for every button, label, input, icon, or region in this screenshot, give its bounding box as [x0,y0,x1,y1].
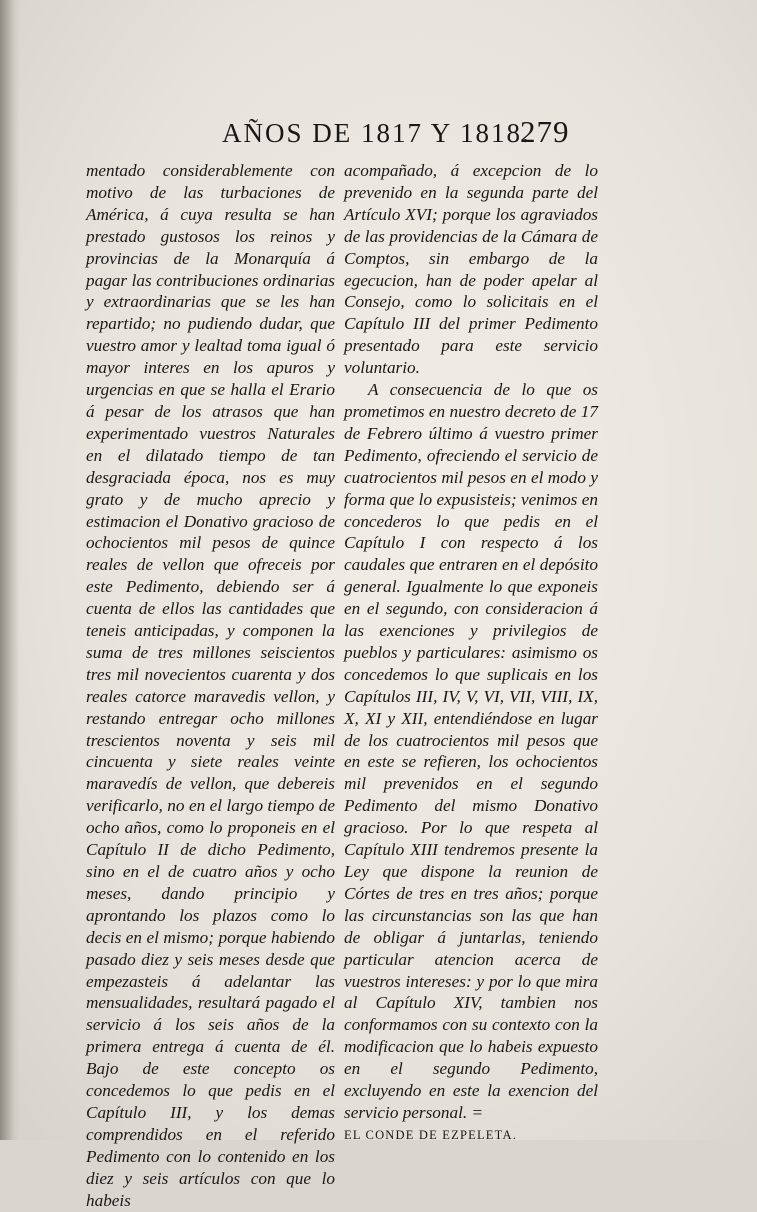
page-gutter-shadow [0,0,20,1140]
right-text-column [344,160,598,1147]
right-column-paragraph-1: acompañado, á excepcion de lo prevenido en la segunda parte del Artículo XVI; porque los agraviados de las providencias de la Cámara de Comptos, sin embargo de la egecucion, han de poder apelar al Consejo, como lo solicitais en el Capítulo III del primer Pedimento presentado para este servicio voluntario. [344,161,598,378]
running-head: AÑOS DE 1817 Y 1818. [222,118,531,148]
left-text-column [86,160,335,1212]
right-column-paragraph-2: A consecuencia de lo que os prometimos en nuestro decreto de 17 de Febrero último á vuestro primer Pedimento, ofreciendo el servicio de cuatrocientos mil pesos en el modo y forma que lo expusisteis; venimos en concederos lo que pedis en el Capítulo I con respecto á los caudales que entraren en el depósito general. Igualmente lo que exponeis en el segundo, con consideracion á las exenciones y privilegios de pueblos y particulares: asimismo os concedemos lo que suplicais en los Capítulos III, IV, V, VI, VII, VIII, IX, X, XI y XII, entendiéndose en lugar de los cuatrocientos mil pesos que en este se refieren, los ochocientos mil prevenidos en el segundo Pedimento del mismo Donativo gracioso. Por lo que respeta al Capítulo XIII tendremos presente la Ley que dispone la reunion de Córtes de tres en tres años; porque las circunstancias son las que han de obligar á juntarlas, teniendo particular atencion acerca de vuestros intereses: y por lo que mira al Capítulo XIV, tambien nos conformamos con su contexto con la modificacion que lo habeis expuesto en el segundo Pedimento, excluyendo en este la exencion del servicio personal. = [344,380,598,1122]
signature: EL CONDE DE EZPELETA. [344,1127,518,1142]
left-column-paragraph: mentado considerablemente con motivo de las turbaciones de América, á cuya resulta se han prestado gustosos los reinos y provincias de la Monarquía á pagar las contribuciones ordinarias y extraordinarias que se les han repartido; no pudiendo dudar, que vuestro amor y lealtad toma igual ó mayor interes en los apuros y urgencias en que se halla el Erario á pesar de los atrasos que han experimentado vuestros Naturales en el dilatado tiempo de tan desgraciada época, nos es muy grato y de mucho aprecio y estimacion el Donativo gracioso de ochocientos mil pesos de quince reales de vellon que ofreceis por este Pedimento, debiendo ser á cuenta de ellos las cantidades que teneis anticipadas, y componen la suma de tres millones seiscientos tres mil novecientos cuarenta y dos reales catorce maravedis vellon, y restando entregar ocho millones trescientos noventa y seis mil cincuenta y siete reales veinte maravedís de vellon, que debereis verificarlo, no en el largo tiempo de ocho años, como lo proponeis en el Capítulo II de dicho Pedimento, sino en el de cuatro años y ocho meses, dando principio y aprontando los plazos como lo decis en el mismo; porque habiendo pasado diez y seis meses desde que empezasteis á adelantar las mensualidades, resultará pagado el servicio á los seis años de la primera entrega á cuenta de él. Bajo de este concepto os concedemos lo que pedis en el Capítulo III, y los demas comprendidos en el referido Pedimento con lo contenido en los diez y seis artículos con que lo habeis [86,161,335,1210]
page-number: 279 [520,114,570,149]
